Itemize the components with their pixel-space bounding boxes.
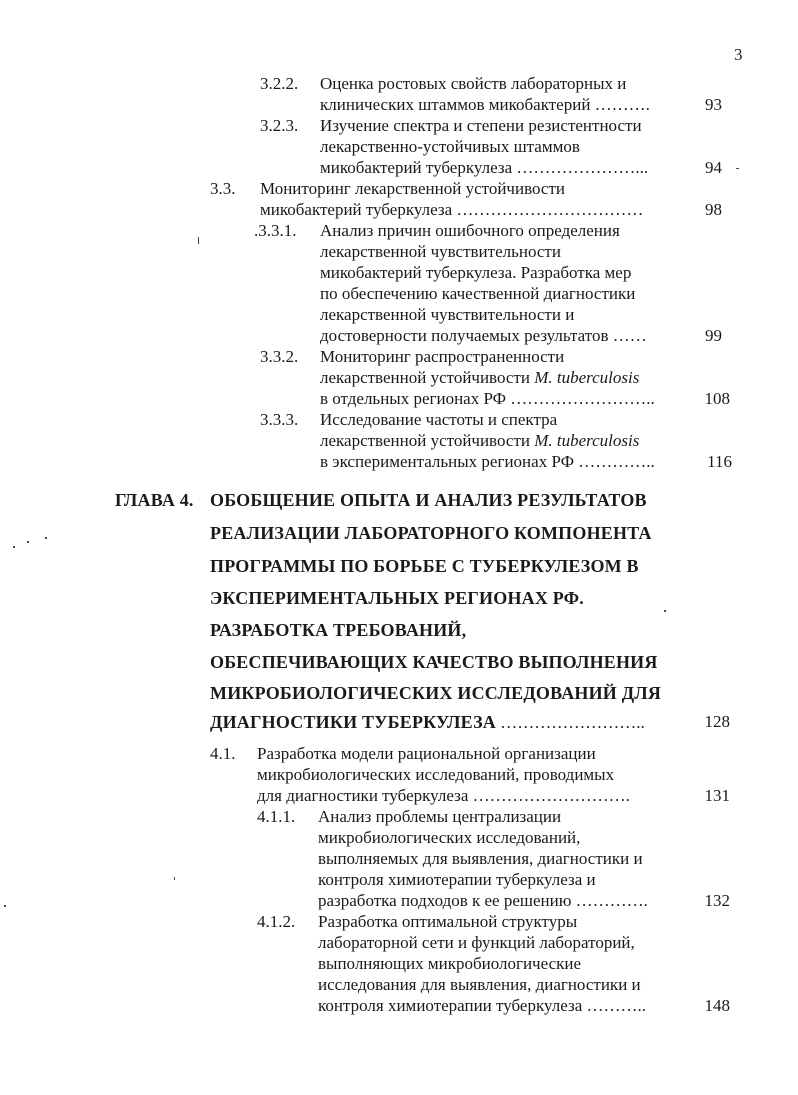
chapter-title-line: РАЗРАБОТКА ТРЕБОВАНИЙ, bbox=[210, 620, 467, 640]
toc-entry-title: Исследование частоты и спектра bbox=[320, 410, 558, 429]
chapter-title-line bbox=[210, 710, 645, 734]
scan-speck bbox=[13, 546, 15, 548]
toc-entry-title: лекарственной чувствительности и bbox=[320, 305, 575, 324]
species-name: M. tuberculosis bbox=[534, 431, 640, 450]
toc-entry-number: 4.1.2. bbox=[257, 912, 296, 931]
species-name: M. tuberculosis bbox=[534, 368, 640, 387]
toc-entry-title-text: лекарственной устойчивости bbox=[320, 368, 535, 387]
scan-speck bbox=[4, 905, 6, 907]
toc-entry-number: 3.2.3. bbox=[260, 116, 299, 135]
toc-entry-page: 131 bbox=[704, 786, 730, 805]
toc-entry-page: 94 bbox=[705, 158, 722, 177]
scan-speck bbox=[664, 610, 666, 612]
toc-entry-title: микобактерий туберкулеза. Разработка мер bbox=[320, 263, 632, 282]
chapter-number: ГЛАВА 4. bbox=[115, 490, 194, 510]
toc-entry-title: микробиологических исследований, bbox=[318, 828, 581, 847]
toc-entry-number: .3.3.1. bbox=[254, 221, 297, 240]
scan-speck bbox=[736, 168, 739, 169]
toc-entry-number: 3.3.2. bbox=[260, 347, 299, 366]
toc-entry-title: контроля химиотерапии туберкулеза и bbox=[318, 870, 596, 889]
toc-entry-number: 3.2.2. bbox=[260, 74, 299, 93]
toc-entry-title: Оценка ростовых свойств лабораторных и bbox=[320, 74, 627, 93]
toc-entry-title: по обеспечению качественной диагностики bbox=[320, 284, 636, 303]
toc-entry-title: исследования для выявления, диагностики и bbox=[318, 975, 641, 994]
toc-entry-title: контроля химиотерапии туберкулеза ……….. bbox=[318, 996, 646, 1015]
leader-dots: …………………….. bbox=[496, 713, 645, 732]
toc-entry-number: 3.3. bbox=[210, 179, 236, 198]
toc-entry-title: клинических штаммов микобактерий ………. bbox=[320, 95, 650, 114]
toc-entry-title-text: лекарственной устойчивости bbox=[320, 431, 535, 450]
toc-entry-number: 4.1.1. bbox=[257, 807, 296, 826]
chapter-title-line: ЭКСПЕРИМЕНТАЛЬНЫХ РЕГИОНАХ РФ. bbox=[210, 588, 585, 608]
chapter-title-line: ПРОГРАММЫ ПО БОРЬБЕ С ТУБЕРКУЛЕЗОМ В bbox=[210, 556, 639, 576]
chapter-title-line: ОБЕСПЕЧИВАЮЩИХ КАЧЕСТВО ВЫПОЛНЕНИЯ bbox=[210, 652, 658, 672]
toc-entry-page: 108 bbox=[704, 389, 730, 408]
toc-entry-title: лекарственной чувствительности bbox=[320, 242, 561, 261]
scan-speck bbox=[198, 237, 199, 244]
toc-entry-title: в экспериментальных регионах РФ ………….. bbox=[320, 452, 655, 471]
scan-speck bbox=[174, 877, 175, 880]
toc-entry-page: 132 bbox=[704, 891, 730, 910]
toc-entry-page: 98 bbox=[705, 200, 722, 219]
toc-entry-title: Разработка модели рациональной организации bbox=[257, 744, 596, 763]
toc-entry-title: микробиологических исследований, проводимых bbox=[257, 765, 615, 784]
toc-entry-title bbox=[320, 430, 639, 451]
chapter-title-line: ОБОБЩЕНИЕ ОПЫТА И АНАЛИЗ РЕЗУЛЬТАТОВ bbox=[210, 490, 647, 510]
toc-entry-number: 4.1. bbox=[210, 744, 236, 763]
toc-entry-title: лекарственно-устойчивых штаммов bbox=[320, 137, 580, 156]
toc-entry-title: Анализ проблемы централизации bbox=[318, 807, 562, 826]
toc-entry-title: Мониторинг лекарственной устойчивости bbox=[260, 179, 565, 198]
toc-entry-title: Изучение спектра и степени резистентности bbox=[320, 116, 642, 135]
toc-entry-title: в отдельных регионах РФ …………………….. bbox=[320, 389, 655, 408]
toc-entry-page: 116 bbox=[707, 452, 732, 471]
toc-entry-title: лабораторной сети и функций лабораторий, bbox=[318, 933, 635, 952]
toc-entry-title: микобактерий туберкулеза …………………... bbox=[320, 158, 649, 177]
toc-entry-title: разработка подходов к ее решению …………. bbox=[318, 891, 648, 910]
toc-entry-title: достоверности получаемых результатов …… bbox=[320, 326, 647, 345]
toc-entry-title: микобактерий туберкулеза …………………………… bbox=[260, 200, 644, 219]
toc-entry-title: выполняемых для выявления, диагностики и bbox=[318, 849, 643, 868]
toc-entry-title: Разработка оптимальной структуры bbox=[318, 912, 578, 931]
toc-entry-title: Мониторинг распространенности bbox=[320, 347, 565, 366]
scan-speck bbox=[45, 537, 47, 539]
chapter-title-text: ДИАГНОСТИКИ ТУБЕРКУЛЕЗА bbox=[210, 712, 496, 732]
toc-entry-title: для диагностики туберкулеза ………………………. bbox=[257, 786, 630, 805]
toc-entry-page: 93 bbox=[705, 95, 722, 114]
toc-entry-title bbox=[320, 367, 639, 388]
toc-entry-page: 148 bbox=[704, 996, 730, 1015]
chapter-title-line: МИКРОБИОЛОГИЧЕСКИХ ИССЛЕДОВАНИЙ ДЛЯ bbox=[210, 683, 662, 703]
chapter-title-line: РЕАЛИЗАЦИИ ЛАБОРАТОРНОГО КОМПОНЕНТА bbox=[210, 523, 652, 543]
toc-entry-page: 99 bbox=[705, 326, 722, 345]
scan-speck bbox=[27, 541, 29, 543]
toc-entry-number: 3.3.3. bbox=[260, 410, 299, 429]
toc-entry-title: Анализ причин ошибочного определения bbox=[320, 221, 620, 240]
page-number: 3 bbox=[734, 45, 743, 64]
toc-entry-title: выполняющих микробиологические bbox=[318, 954, 582, 973]
toc-entry-page: 128 bbox=[704, 712, 730, 731]
